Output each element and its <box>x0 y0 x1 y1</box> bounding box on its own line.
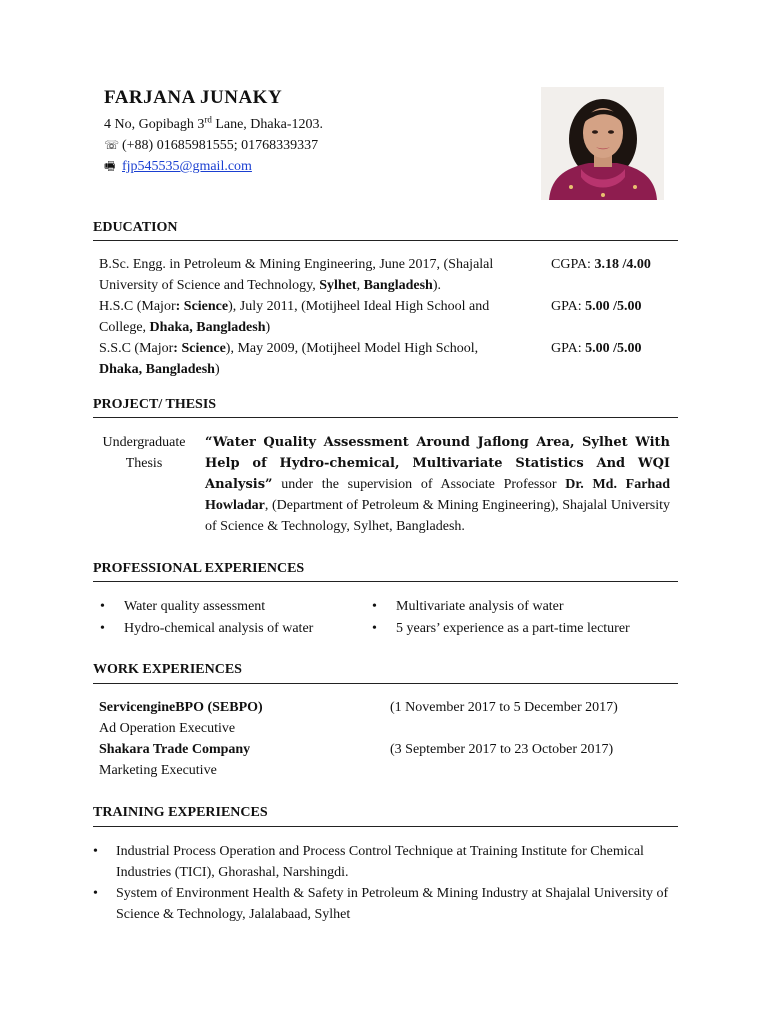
skill-item: • Water quality assessment <box>100 599 266 614</box>
education-hsc-details: H.S.C (Major: Science), July 2011, (Motijheel Ideal High School and College, Dhaka, Bangladesh) <box>99 299 490 335</box>
work-dates: (1 November 2017 to 5 December 2017) <box>390 700 618 715</box>
work-divider <box>93 683 678 684</box>
education-divider <box>93 240 678 241</box>
project-divider <box>93 417 678 418</box>
work-entry-sebpo <box>99 697 263 739</box>
work-role: Ad Operation Executive <box>99 721 236 736</box>
address-line <box>104 114 323 135</box>
thesis-title: “Water Quality Assessment Around Jaflong Area, Sylhet With Help of Hydro-chemical, Multivariate Statistics And WQI Analysis” <box>205 435 670 492</box>
work-entry-shakara <box>99 739 250 781</box>
education-heading: EDUCATION <box>93 220 178 235</box>
phone-line <box>104 135 323 156</box>
thesis-description: “Water Quality Assessment Around Jaflong Area, Sylhet With Help of Hydro-chemical, Multivariate Statistics And WQI Analysis” under the supervision of Associate Professor Dr. Md. Farhad Howladar, (Department of Petroleum & Mining Engineering), Shajalal University of Science & Technology, Sylhet, Bangladesh. <box>205 435 670 534</box>
skill-item: • 5 years’ experience as a part-time lecturer <box>372 621 630 636</box>
candidate-name: FARJANA JUNAKY <box>104 87 283 108</box>
project-heading: PROJECT/ THESIS <box>93 397 217 412</box>
training-divider <box>93 826 678 827</box>
work-company: ServicengineBPO (SEBPO) <box>99 700 263 715</box>
email-line <box>104 156 323 177</box>
professional-divider <box>93 581 678 582</box>
professional-heading: PROFESSIONAL EXPERIENCES <box>93 561 305 576</box>
thesis-label: Undergraduate Thesis <box>102 435 186 471</box>
education-ssc-grade: GPA: 5.00 /5.00 <box>551 341 642 356</box>
work-role: Marketing Executive <box>99 763 217 778</box>
envelope-icon: 🖷 <box>104 159 116 173</box>
telephone-icon: ☏ <box>104 138 120 152</box>
training-item: • System of Environment Health & Safety in Petroleum & Mining Industry at Shajalal University of Science & Technology, Jalalabaad, Sylhet <box>93 886 669 922</box>
skill-item: • Hydro-chemical analysis of water <box>100 621 314 636</box>
education-ssc-details: S.S.C (Major: Science), May 2009, (Motijheel Model High School, Dhaka, Bangladesh) <box>99 341 479 377</box>
work-dates: (3 September 2017 to 23 October 2017) <box>390 742 614 757</box>
address-text: 4 No, Gopibagh 3rd Lane, Dhaka-1203. <box>104 114 324 132</box>
thesis-supervisor: Dr. Md. Farhad Howladar <box>205 477 670 513</box>
training-heading: TRAINING EXPERIENCES <box>93 805 268 820</box>
education-bsc-details: B.Sc. Engg. in Petroleum & Mining Engineering, June 2017, (Shajalal University of Science and Technology, Sylhet, Bangladesh). <box>99 257 494 293</box>
training-item: • Industrial Process Operation and Process Control Technique at Training Institute for Chemical Industries (TICI), Ghorashal, Narshingdi. <box>93 844 644 880</box>
education-hsc-grade: GPA: 5.00 /5.00 <box>551 299 642 314</box>
education-bsc-grade: CGPA: 3.18 /4.00 <box>551 257 651 272</box>
email-link[interactable]: fjp545535@gmail.com <box>122 159 252 174</box>
profile-photo <box>541 87 664 200</box>
contact-header <box>104 86 323 177</box>
work-company: Shakara Trade Company <box>99 742 251 757</box>
skill-item: • Multivariate analysis of water <box>372 599 564 614</box>
work-heading: WORK EXPERIENCES <box>93 662 242 677</box>
phone-number: (+88) 01685981555; 01768339337 <box>122 138 319 153</box>
